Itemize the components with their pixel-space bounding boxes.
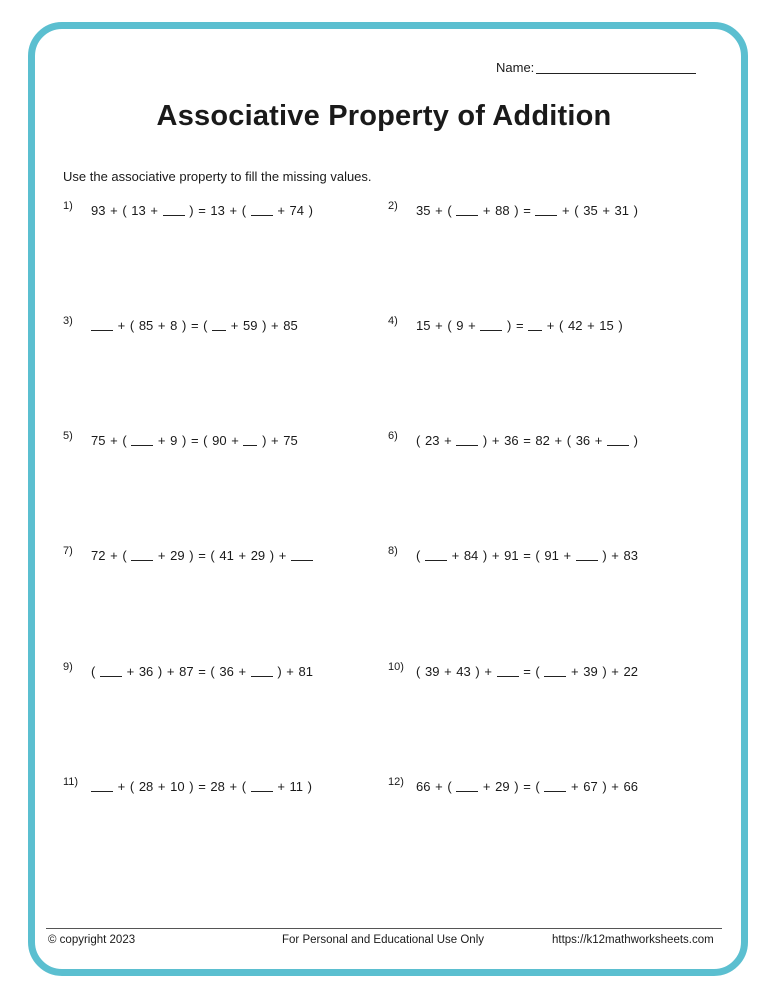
expression-number: 41: [219, 548, 234, 563]
problem-number: 11): [63, 776, 79, 788]
answer-blank[interactable]: [576, 549, 598, 561]
expression-symbol: (: [203, 318, 208, 333]
answer-blank[interactable]: [212, 319, 226, 331]
expression-symbol: (: [210, 548, 215, 563]
expression-number: 36: [138, 664, 154, 679]
expression-number: 66: [623, 779, 638, 794]
expression-symbol: ): [633, 433, 638, 448]
answer-blank[interactable]: [535, 204, 557, 216]
problem-number: 5): [63, 430, 73, 442]
answer-blank[interactable]: [456, 204, 478, 216]
answer-blank[interactable]: [528, 319, 542, 331]
expression-symbol: =: [515, 318, 524, 333]
answer-blank[interactable]: [243, 434, 257, 446]
name-label: Name:: [496, 60, 535, 75]
problem-10: [388, 661, 708, 684]
answer-blank[interactable]: [497, 665, 519, 677]
name-field: [496, 60, 696, 75]
expression-symbol: +: [587, 318, 595, 333]
expression-symbol: +: [278, 548, 287, 563]
expression-symbol: =: [190, 318, 199, 333]
expression-symbol: ): [277, 664, 282, 679]
expression-symbol: +: [444, 433, 452, 448]
expression-number: 11: [289, 779, 304, 794]
answer-blank[interactable]: [544, 665, 566, 677]
expression-symbol: =: [198, 779, 206, 794]
expression-number: 35: [583, 203, 598, 218]
expression-symbol: (: [122, 548, 127, 563]
expression-symbol: (: [447, 318, 452, 333]
expression-symbol: +: [468, 318, 476, 333]
expression-symbol: +: [126, 664, 135, 679]
expression-number: 93: [91, 203, 106, 218]
expression-symbol: +: [594, 433, 603, 448]
expression-symbol: +: [286, 664, 294, 679]
expression-symbol: ): [189, 203, 194, 218]
expression-symbol: +: [491, 548, 500, 563]
expression-symbol: (: [535, 779, 540, 794]
expression-symbol: +: [571, 779, 579, 794]
answer-blank[interactable]: [251, 204, 273, 216]
expression-number: 91: [504, 548, 519, 563]
expression-symbol: +: [546, 318, 555, 333]
expression-symbol: (: [91, 664, 96, 679]
answer-blank[interactable]: [163, 204, 185, 216]
expression-number: 36: [504, 433, 519, 448]
problem-expression: [416, 318, 623, 333]
expression-symbol: (: [447, 779, 452, 794]
expression-symbol: +: [271, 433, 279, 448]
expression-symbol: +: [166, 664, 175, 679]
problem-expression: [91, 664, 313, 679]
expression-symbol: ): [475, 664, 480, 679]
expression-symbol: =: [190, 433, 199, 448]
expression-number: 23: [424, 433, 440, 448]
expression-symbol: (: [535, 664, 540, 679]
problem-8: [388, 545, 708, 568]
expression-symbol: (: [129, 779, 135, 794]
expression-symbol: (: [416, 548, 421, 563]
expression-number: 84: [463, 548, 479, 563]
answer-blank[interactable]: [91, 319, 113, 331]
answer-blank[interactable]: [251, 780, 273, 792]
expression-symbol: +: [435, 318, 443, 333]
answer-blank[interactable]: [131, 549, 153, 561]
expression-symbol: (: [416, 664, 421, 679]
expression-symbol: ): [189, 548, 194, 563]
expression-symbol: =: [523, 548, 531, 563]
name-blank: [536, 61, 696, 74]
expression-number: 82: [535, 433, 550, 448]
answer-blank[interactable]: [251, 665, 273, 677]
expression-symbol: +: [110, 203, 118, 218]
expression-symbol: ): [602, 548, 607, 563]
expression-number: 31: [614, 203, 629, 218]
expression-symbol: +: [554, 433, 563, 448]
expression-number: 9: [170, 433, 178, 448]
problem-11: [63, 776, 383, 799]
expression-symbol: +: [110, 548, 118, 563]
problem-5: [63, 430, 383, 453]
expression-number: 75: [91, 433, 106, 448]
instructions: Use the associative property to fill the missing values.: [63, 169, 372, 184]
expression-symbol: +: [157, 548, 166, 563]
answer-blank[interactable]: [456, 780, 478, 792]
footer-usage: For Personal and Educational Use Only: [282, 934, 484, 946]
expression-symbol: +: [563, 548, 572, 563]
problem-expression: [416, 779, 638, 794]
expression-symbol: (: [129, 318, 135, 333]
problem-number: 12): [388, 776, 404, 788]
problem-expression: [416, 548, 638, 563]
answer-blank[interactable]: [607, 434, 629, 446]
expression-symbol: +: [611, 664, 619, 679]
expression-symbol: +: [562, 203, 570, 218]
expression-symbol: +: [602, 203, 610, 218]
expression-number: 43: [456, 664, 471, 679]
problem-expression: [91, 433, 298, 448]
expression-symbol: +: [482, 203, 491, 218]
expression-symbol: ): [482, 548, 488, 563]
expression-number: 74: [289, 203, 304, 218]
problem-number: 6): [388, 430, 398, 442]
expression-symbol: +: [238, 548, 247, 563]
expression-number: 90: [212, 433, 227, 448]
expression-symbol: ): [181, 433, 187, 448]
expression-symbol: +: [277, 779, 285, 794]
expression-number: 72: [91, 548, 106, 563]
expression-symbol: ): [602, 664, 607, 679]
problem-7: [63, 545, 383, 568]
expression-symbol: (: [241, 779, 247, 794]
expression-symbol: +: [157, 433, 166, 448]
expression-symbol: ): [514, 779, 519, 794]
expression-symbol: =: [523, 203, 531, 218]
expression-number: 88: [495, 203, 510, 218]
answer-blank[interactable]: [100, 665, 122, 677]
expression-number: 8: [170, 318, 178, 333]
expression-symbol: (: [203, 433, 208, 448]
expression-symbol: +: [229, 779, 238, 794]
expression-number: 15: [416, 318, 431, 333]
expression-symbol: +: [451, 548, 460, 563]
problem-number: 4): [388, 315, 398, 327]
expression-symbol: +: [110, 433, 118, 448]
expression-number: 42: [567, 318, 583, 333]
expression-symbol: ): [157, 664, 163, 679]
expression-symbol: +: [484, 664, 492, 679]
problem-number: 1): [63, 200, 73, 212]
expression-symbol: +: [117, 318, 126, 333]
problem-number: 7): [63, 545, 73, 557]
expression-number: 91: [544, 548, 559, 563]
problem-12: [388, 776, 708, 799]
problem-4: [388, 315, 708, 338]
expression-symbol: ): [506, 318, 512, 333]
expression-symbol: ): [308, 203, 313, 218]
expression-symbol: (: [447, 203, 452, 218]
problem-expression: [416, 203, 638, 218]
expression-number: 85: [138, 318, 154, 333]
expression-symbol: ): [269, 548, 275, 563]
expression-symbol: =: [198, 203, 206, 218]
expression-symbol: ): [262, 318, 267, 333]
expression-symbol: ): [181, 318, 187, 333]
expression-number: 13: [210, 203, 225, 218]
answer-blank[interactable]: [456, 434, 478, 446]
problem-6: [388, 430, 708, 453]
expression-symbol: ): [307, 779, 312, 794]
expression-symbol: =: [198, 664, 206, 679]
expression-number: 39: [424, 664, 440, 679]
expression-symbol: ): [618, 318, 623, 333]
expression-number: 36: [575, 433, 591, 448]
problem-expression: [416, 664, 638, 679]
expression-symbol: =: [523, 433, 531, 448]
expression-number: 13: [131, 203, 146, 218]
expression-number: 36: [219, 664, 234, 679]
expression-symbol: +: [271, 318, 279, 333]
expression-symbol: +: [611, 548, 619, 563]
expression-symbol: (: [416, 433, 421, 448]
answer-blank[interactable]: [425, 549, 447, 561]
expression-number: 83: [623, 548, 638, 563]
expression-symbol: +: [571, 664, 579, 679]
problem-number: 9): [63, 661, 73, 673]
expression-symbol: =: [198, 548, 206, 563]
answer-blank[interactable]: [131, 434, 153, 446]
expression-number: 29: [170, 548, 185, 563]
expression-symbol: +: [611, 779, 619, 794]
expression-number: 87: [179, 664, 194, 679]
expression-symbol: (: [241, 203, 247, 218]
page-title: Associative Property of Addition: [156, 100, 612, 132]
expression-number: 10: [170, 779, 185, 794]
expression-symbol: (: [122, 203, 127, 218]
expression-number: 81: [298, 664, 313, 679]
answer-blank[interactable]: [291, 549, 313, 561]
expression-number: 39: [583, 664, 598, 679]
expression-symbol: +: [231, 433, 239, 448]
expression-symbol: +: [157, 779, 166, 794]
expression-symbol: (: [574, 203, 579, 218]
answer-blank[interactable]: [544, 780, 566, 792]
expression-symbol: (: [559, 318, 564, 333]
expression-symbol: ): [514, 203, 519, 218]
expression-number: 75: [283, 433, 298, 448]
expression-symbol: +: [491, 433, 500, 448]
problem-3: [63, 315, 383, 338]
expression-number: 28: [138, 779, 154, 794]
problem-expression: [91, 203, 313, 218]
answer-blank[interactable]: [91, 780, 113, 792]
expression-number: 9: [456, 318, 464, 333]
problem-2: [388, 200, 708, 223]
expression-symbol: (: [210, 664, 215, 679]
expression-symbol: +: [150, 203, 158, 218]
problem-expression: [91, 548, 313, 563]
expression-symbol: ): [482, 433, 488, 448]
expression-number: 15: [599, 318, 614, 333]
expression-number: 28: [210, 779, 225, 794]
expression-symbol: ): [602, 779, 607, 794]
expression-number: 22: [623, 664, 638, 679]
expression-number: 59: [242, 318, 258, 333]
expression-symbol: (: [566, 433, 572, 448]
expression-number: 85: [283, 318, 298, 333]
problem-expression: [91, 318, 298, 333]
problem-number: 2): [388, 200, 398, 212]
expression-number: 67: [583, 779, 598, 794]
page-border: [28, 22, 748, 976]
expression-symbol: (: [535, 548, 540, 563]
expression-symbol: +: [435, 779, 443, 794]
footer-divider: [46, 928, 722, 929]
expression-symbol: ): [189, 779, 194, 794]
expression-symbol: +: [157, 318, 166, 333]
expression-symbol: ): [633, 203, 638, 218]
expression-symbol: (: [122, 433, 127, 448]
problem-1: [63, 200, 383, 223]
footer-url[interactable]: https://k12mathworksheets.com: [552, 934, 714, 946]
expression-number: 66: [416, 779, 431, 794]
problem-expression: [416, 433, 638, 448]
expression-symbol: +: [230, 318, 239, 333]
expression-symbol: =: [523, 664, 531, 679]
expression-symbol: +: [277, 203, 285, 218]
expression-symbol: =: [523, 779, 531, 794]
expression-number: 29: [250, 548, 266, 563]
expression-number: 29: [495, 779, 510, 794]
expression-number: 35: [416, 203, 431, 218]
expression-symbol: +: [229, 203, 238, 218]
problem-number: 3): [63, 315, 73, 327]
expression-symbol: +: [117, 779, 126, 794]
problem-number: 10): [388, 661, 404, 673]
problem-expression: [91, 779, 312, 794]
answer-blank[interactable]: [480, 319, 502, 331]
expression-symbol: +: [435, 203, 443, 218]
expression-symbol: +: [482, 779, 491, 794]
expression-symbol: +: [238, 664, 247, 679]
problem-number: 8): [388, 545, 398, 557]
problem-9: [63, 661, 383, 684]
footer-copyright: © copyright 2023: [48, 934, 136, 946]
expression-symbol: +: [444, 664, 452, 679]
expression-symbol: ): [262, 433, 267, 448]
